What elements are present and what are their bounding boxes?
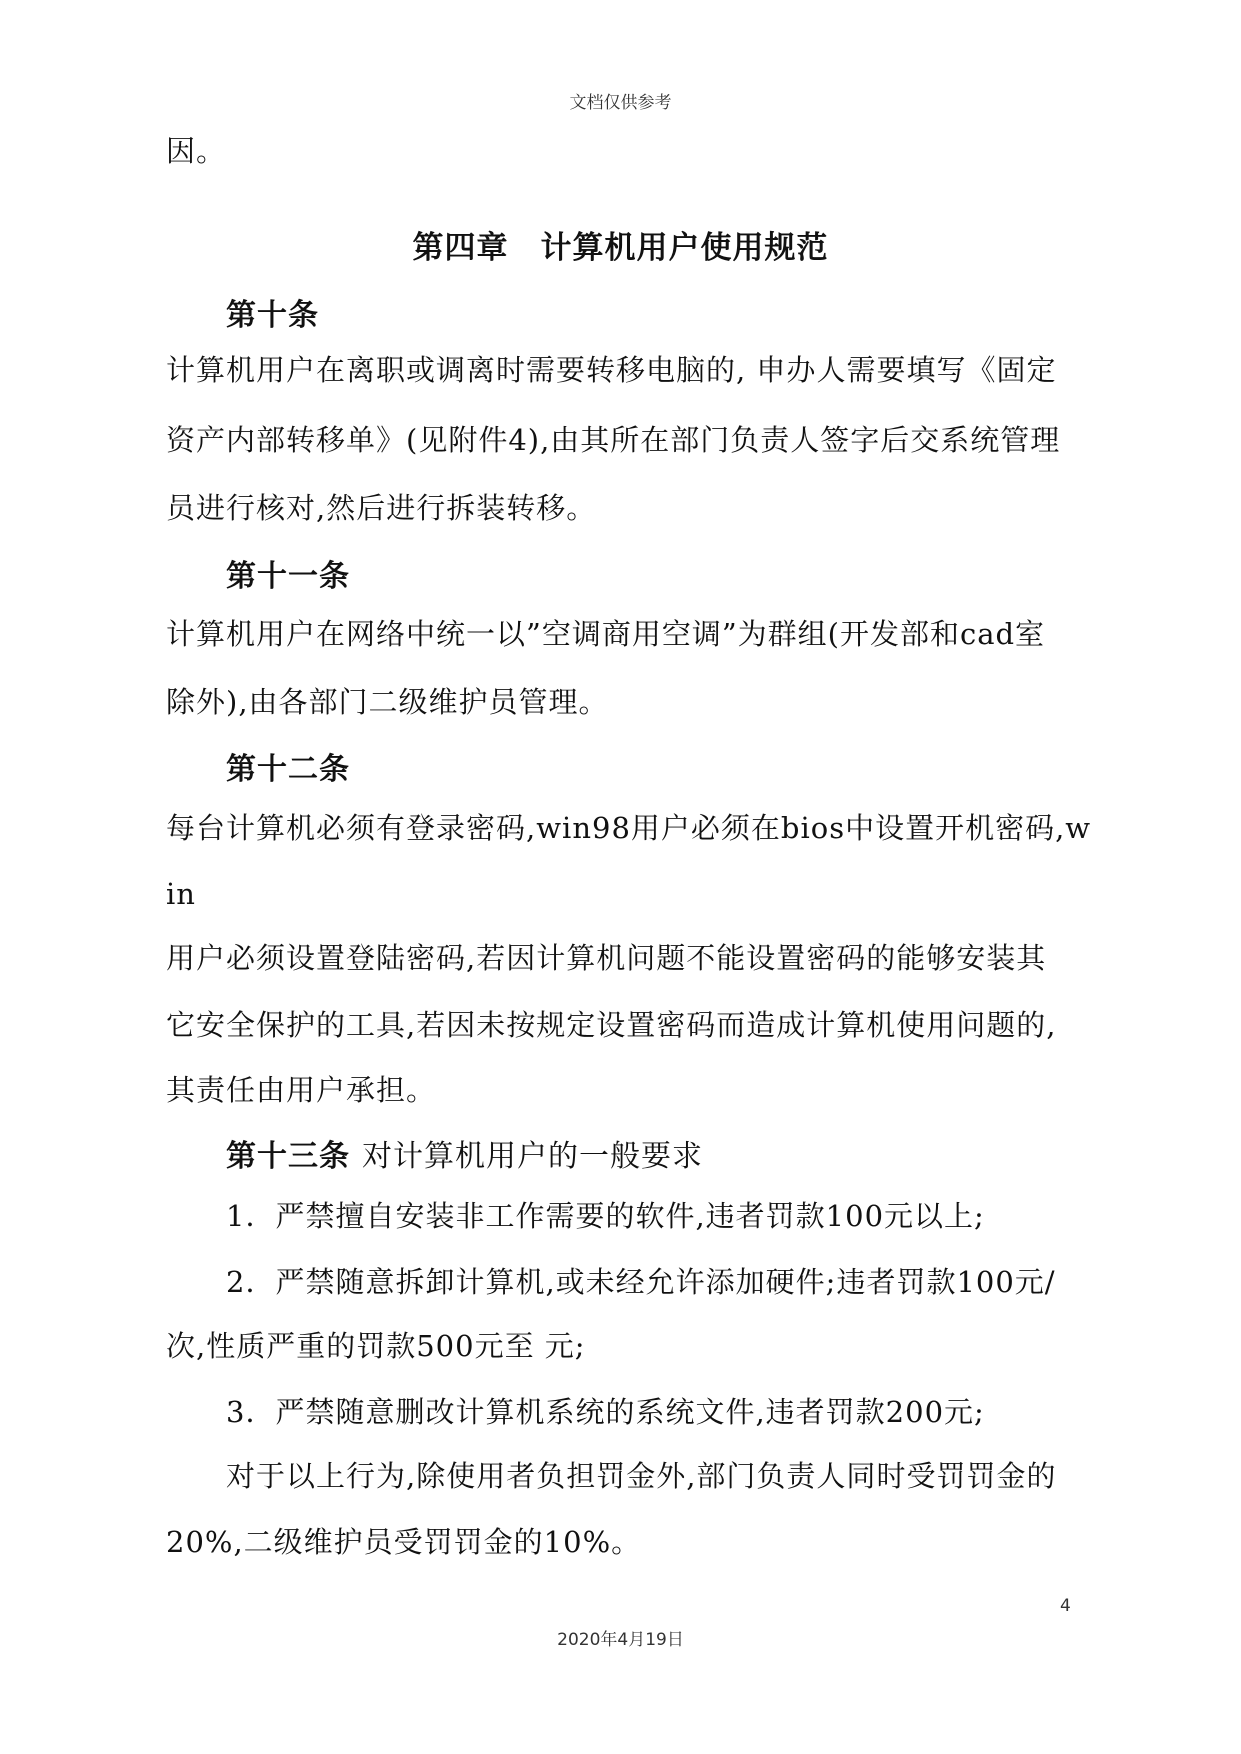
article-12-title: 第十二条 (226, 752, 350, 787)
article-10-line: 资产内部转移单》(见附件4),由其所在部门负责人签字后交系统管理 (166, 423, 1061, 457)
article-11-line: 除外),由各部门二级维护员管理。 (166, 685, 609, 719)
previous-section-tail: 因。 (166, 134, 227, 168)
page-footer-date: 2020年4月19日 (557, 1630, 684, 1650)
article-10-line: 计算机用户在离职或调离时需要转移电脑的, 申办人需要填写《固定 (166, 353, 1057, 387)
requirement-item-1: 1．严禁擅自安装非工作需要的软件,违者罚款100元以上; (226, 1199, 985, 1233)
article-12-line: in (166, 877, 196, 911)
penalty-note-continued: 20%,二级维护员受罚罚金的10%。 (166, 1525, 642, 1559)
page-header: 文档仅供参考 (569, 93, 672, 113)
article-13-title-label: 第十三条 (226, 1139, 350, 1174)
article-12-line: 其责任由用户承担。 (166, 1073, 437, 1107)
chapter-title: 第四章 计算机用户使用规范 (412, 230, 829, 266)
article-10-title: 第十条 (226, 298, 319, 333)
requirement-item-2: 2．严禁随意拆卸计算机,或未经允许添加硬件;违者罚款100元/ (226, 1265, 1056, 1299)
requirement-item-3: 3．严禁随意删改计算机系统的系统文件,违者罚款200元; (226, 1395, 985, 1429)
requirement-item-2-continued: 次,性质严重的罚款500元至 元; (166, 1329, 586, 1363)
article-12-line: 它安全保护的工具,若因未按规定设置密码而造成计算机使用问题的, (166, 1008, 1057, 1042)
penalty-note: 对于以上行为,除使用者负担罚金外,部门负责人同时受罚罚金的 (226, 1459, 1057, 1493)
article-11-title: 第十一条 (226, 559, 350, 594)
article-11-line: 计算机用户在网络中统一以”空调商用空调”为群组(开发部和cad室 (166, 617, 1046, 651)
article-13-requirement-label: 对计算机用户的一般要求 (362, 1139, 703, 1174)
article-10-line: 员进行核对,然后进行拆装转移。 (166, 491, 597, 525)
page-number: 4 (1060, 1596, 1071, 1616)
article-12-line: 每台计算机必须有登录密码,win98用户必须在bios中设置开机密码,w (166, 811, 1092, 845)
article-12-line: 用户必须设置登陆密码,若因计算机问题不能设置密码的能够安装其 (166, 941, 1047, 975)
article-13-title (226, 1131, 703, 1175)
